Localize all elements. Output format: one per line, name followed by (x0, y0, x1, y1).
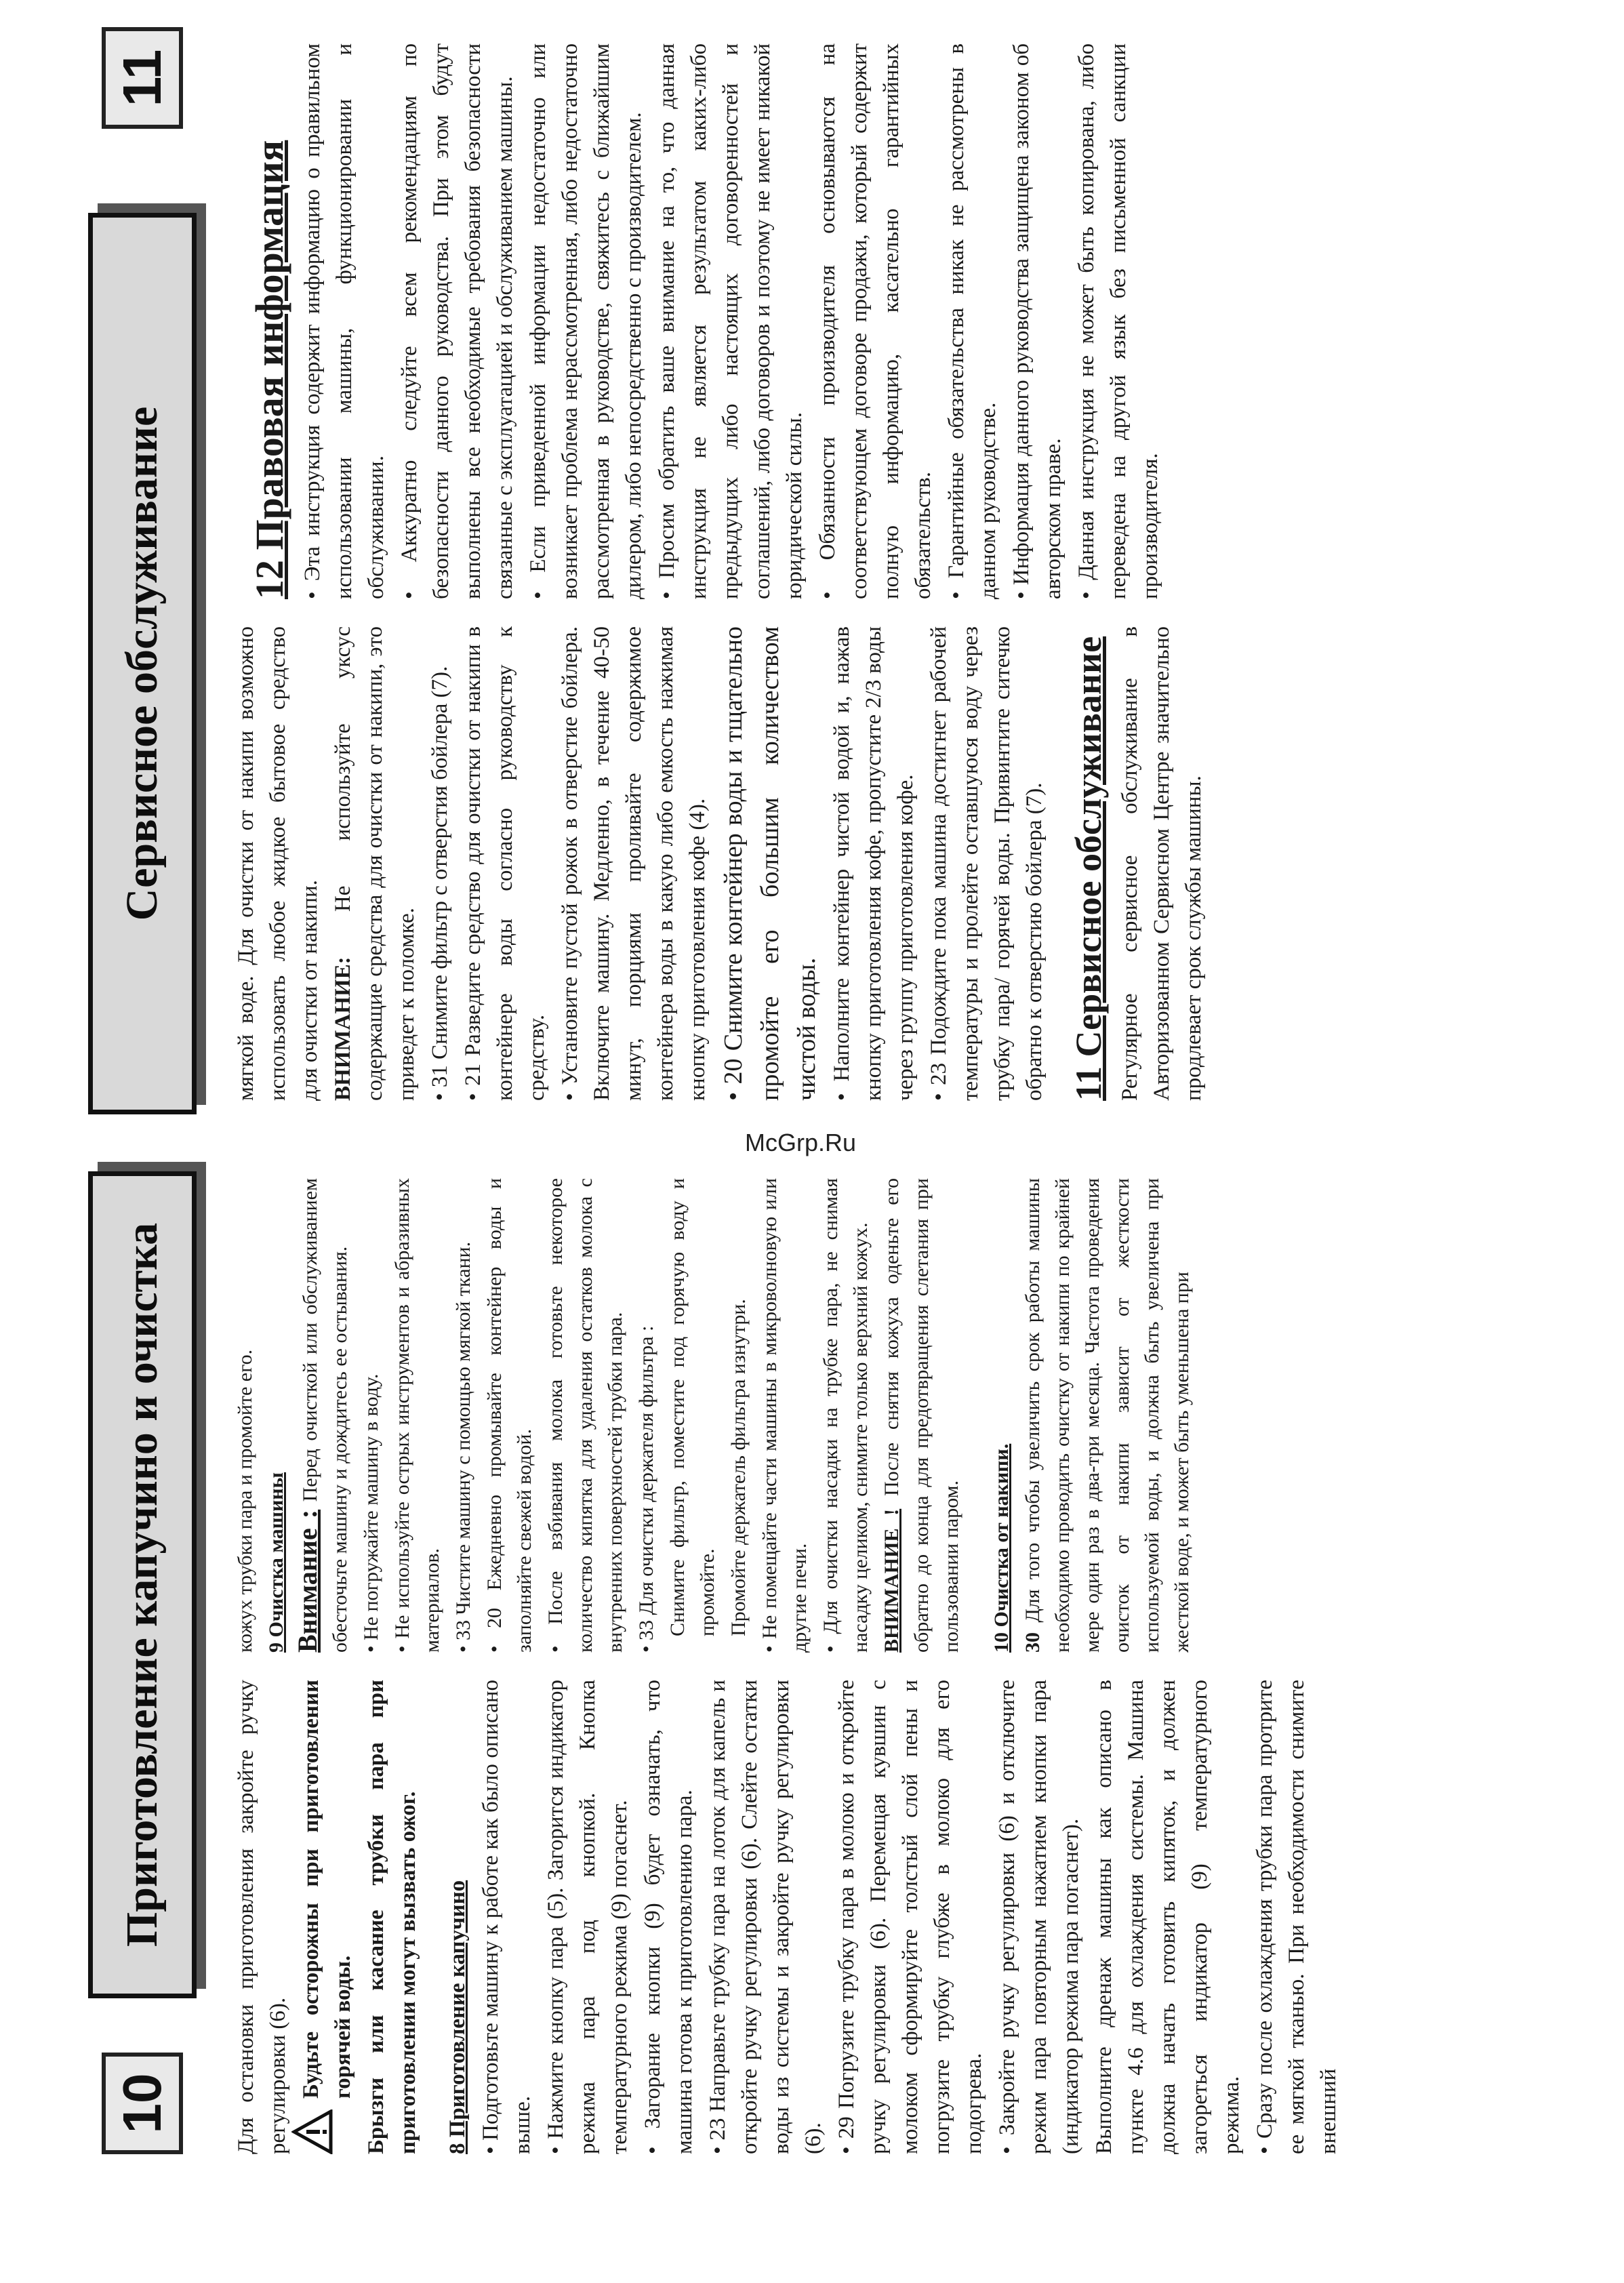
attention-label: ВНИМАНИЕ: (331, 956, 355, 1101)
paragraph: • 20 Снимите контейнер воды и тщательно промойте его большим количеством чистой воды. (719, 626, 821, 1101)
attention-text: После снятия кожуха оденьте его обратно до конца для предотвращения слетания при пользовании паром. (880, 1178, 962, 1653)
paragraph: • 21 Разведите средство для очистки от накипи в контейнере воды согласно руководству к средству. (461, 626, 549, 1101)
paragraph: • 29 Погрузите трубку пара в молоко и откройте ручку регулировки (6). Перемещая кувшин с молоком сформируйте толстый слой пены и погрузите трубку глубже в молоко для его подогрева. (834, 1680, 986, 2154)
section-heading: 8 Приготовление капучино (445, 1880, 470, 2154)
paragraph-text: Для того чтобы увеличить срок работы машины необходимо проводить очистку от накипи по крайней мере один раз в два-три месяца. Частота проведения очисток от накипи зависит от жесткости используемой воды, и должна быть увеличена при жесткой воде, и может быть уменьшена при (1021, 1177, 1193, 1653)
paragraph: Для остановки приготовления закройте ручку регулировки (6). (234, 1680, 290, 2154)
paragraph: • Наполните контейнер чистой водой и, нажав кнопку приготовления кофе, пропустите 2/3 воды через группу приготовления кофе. (830, 626, 918, 1101)
paragraph: • Не погружайте машину в воду. (360, 1373, 382, 1653)
page-title: Сервисное обслуживание (88, 213, 197, 1114)
paragraph: • 31 Снимите фильтр с отверстия бойлера (7). (428, 666, 452, 1101)
section-heading: 12 Правовая информация (247, 140, 291, 599)
attention-label: Внимание : (292, 1509, 323, 1653)
section-heading: 11 Сервисное обслуживание (1068, 636, 1109, 1101)
paragraph: мягкой воде. Для очистки от накипи возможно использовать любое жидкое бытовое средство для очистки от накипи. (234, 626, 322, 1101)
paragraph: • Загорание кнопки (9) будет означать, что машина готова к приготовлению пара. (641, 1680, 697, 2154)
warning-text: Брызги или касание трубки пара при приготовлении могут вызвать ожог. (364, 1680, 420, 2154)
section-heading: 10 Очистка от накипи. (990, 1443, 1013, 1653)
paragraph: • 20 Ежедневно промывайте контейнер воды и заполняйте свежей водой. (483, 1178, 535, 1653)
paragraph: • Нажмите кнопку пара (5). Загорится индикатор режима пара под кнопкой. Кнопка температурного режима (9) погаснет. (544, 1680, 632, 2154)
paragraph (877, 1178, 967, 1653)
paragraph: • После взбивания молока готовьте некоторое количество кипятка для удаления остатков молока с внутренних поверхностей трубки пара. (544, 1178, 626, 1653)
paragraph: Снимите фильтр, поместите под горячую воду и промойте. (666, 1178, 718, 1636)
warning-triangle-icon (291, 2109, 333, 2154)
paragraph: • Для очистки насадки на трубке пара, не снимая насадку целиком, снимите только верхний кожух. (819, 1178, 872, 1653)
warning-text: Будьте осторожны при приготовлении горячей воды. (299, 1680, 355, 2099)
paragraph: • Обязанности производителя основываются на соответствующем договоре продажи, который содержит полную информацию, касательно гарантийных обязательств. (815, 43, 935, 599)
paragraph: • Эта инструкция содержит информацию о правильном использовании машины, функционировании и обслуживании. (300, 43, 388, 599)
page-10 (0, 1142, 1624, 2283)
paragraph: Выполните дренаж машины как описано в пункте 4.6 для охлаждения системы. Машина должна начать готовить кипяток, и должен загореться индикатор (9) температурного режима. (1092, 1680, 1244, 2154)
warning-note (296, 1680, 361, 2154)
page-title: Приготовление капучино и очистка (88, 1171, 197, 1998)
paragraph: • Установите пустой рожок в отверстие бойлера. Включите машину. Медленно, в течение 40-50 минут, порциями проливайте содержимое контейнера воды в какую либо емкость нажимая кнопку приготовления кофе (4). (558, 626, 710, 1101)
paragraph: • 23 Направьте трубку пара на лоток для капель и откройте ручку регулировки (6). Слейте остатки воды из системы и закройте ручку регулировки (6). (706, 1680, 826, 2154)
text-column-2 (244, 43, 1168, 599)
paragraph: • Если приведенной информации недостаточно или возникает проблема нерассмотренная, либо недостаточно рассмотренная в руководстве, свяжитесь с ближайшим дилером, либо непосредственно с производителем. (526, 43, 646, 599)
paragraph: • Просим обратить ваше внимание на то, что данная инструкция не является результатом каких-либо предыдущих либо настоящих договоренностей и соглашений, либо договоров и поэтому не имеет никакой юридической силы. (655, 43, 807, 599)
paragraph (293, 1178, 355, 1653)
text-column-1 (230, 1680, 1346, 2154)
attention-label: ВНИМАНИЕ ! (880, 1508, 903, 1653)
paragraph: Регулярное сервисное обслуживание в Авторизованном Сервисном Центре значительно продлевает срок службы машины. (1118, 626, 1206, 1101)
section-heading: 9 Очистка машины (265, 1472, 287, 1653)
text-column-1 (230, 626, 1211, 1101)
step-number: 30 (1021, 1632, 1044, 1653)
paragraph: • Аккуратно следуйте всем рекомендациям по безопасности данного руководства. При этом будут выполнены все необходимые требования безопасности связанные с эксплуатацией и обслуживанием машины. (397, 43, 517, 599)
paragraph: • Данная инструкция не может быть копирована, либо переведена на другой язык без письменной санкции производителя. (1074, 43, 1162, 599)
paragraph (1018, 1178, 1197, 1653)
paragraph: кожух трубки пара и промойте его. (234, 1349, 256, 1653)
paragraph: Промойте держатель фильтра изнутри. (727, 1299, 750, 1636)
paragraph: • Сразу после охлаждения трубки пара протрите ее мягкой тканью. При необходимости снимите внешний (1253, 1680, 1341, 2154)
paragraph: • Гарантийные обязательства никак не рассмотрены в данном руководстве. (944, 43, 1000, 599)
paragraph: • Информация данного руководства защищена законом об авторском праве. (1009, 43, 1065, 599)
paragraph: • Подготовьте машину к работе как было описано выше. (479, 1680, 535, 2154)
paragraph: • 23 Подождите пока машина достигнет рабочей температуры и пролейте оставшуюся воду через трубку пара/ горячей воды. Привинтите ситечко обратно к отверстию бойлера (7). (927, 626, 1047, 1101)
attention-text: Перед очисткой или обслуживанием обесточьте машину и дождитесь ее остывания. (299, 1178, 351, 1653)
paragraph (327, 626, 423, 1101)
page-number: 11 (102, 27, 183, 129)
paragraph: • Не используйте острых инструментов и абразивных материалов. (391, 1178, 443, 1653)
attention-text: Не используйте уксус содержащие средства для очистки от накипи, это приведет к поломке. (331, 626, 419, 1101)
paragraph: • 33 Чистите машину с помощью мягкой ткани. (452, 1241, 474, 1653)
page-number: 10 (102, 2053, 183, 2154)
watermark: McGrp.Ru (744, 1128, 857, 1156)
text-column-2 (230, 1178, 1198, 1653)
paragraph: • Не помещайте части машины в микроволновую или другие печи. (758, 1178, 811, 1653)
paragraph: • Закройте ручку регулировки (6) и отключите режим пара повторным нажатием кнопки пара (индикатор режима пара погаснет). (995, 1680, 1083, 2154)
paragraph: • 33 Для очистки держателя фильтра : (635, 1325, 657, 1653)
